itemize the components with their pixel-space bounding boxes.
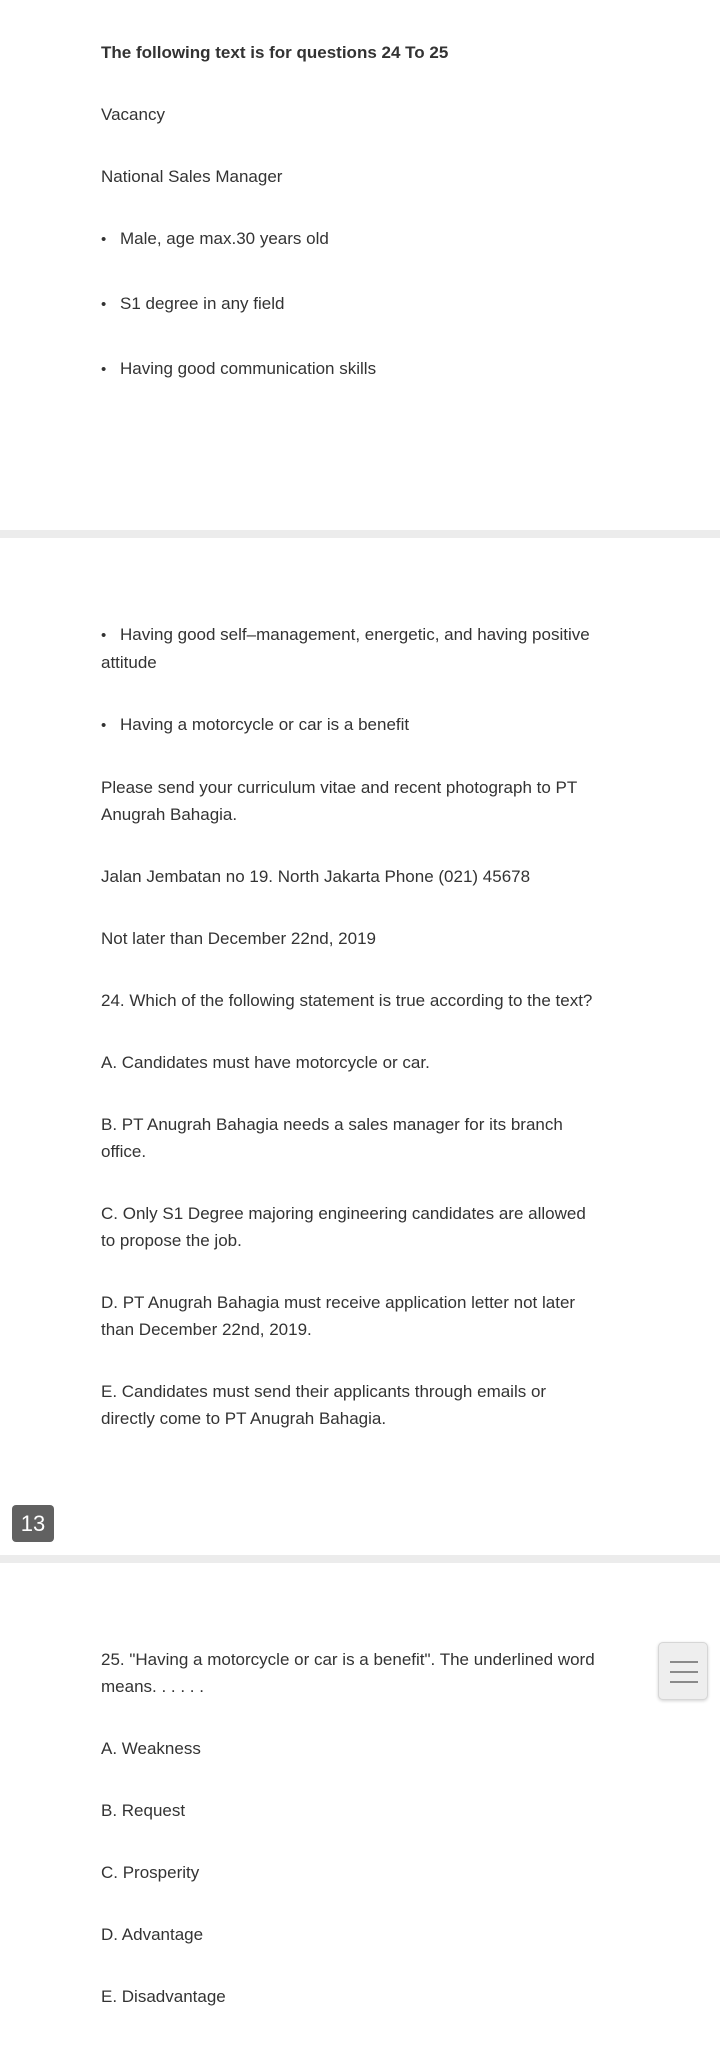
position-title: National Sales Manager: [101, 167, 283, 186]
page-separator: [0, 530, 720, 538]
bullet-icon: •: [101, 361, 107, 378]
requirement-text: Male, age max.30 years old: [120, 229, 329, 248]
requirement-bullet: [101, 225, 601, 253]
menu-bar: [670, 1681, 698, 1683]
question-25: 25. "Having a motorcycle or car is a benefit". The underlined word means. . . . . .: [101, 1650, 595, 1696]
requirement-bullet: [101, 711, 601, 739]
page-1-content: [101, 39, 601, 418]
answer-option: A. Candidates must have motorcycle or car.: [101, 1053, 430, 1072]
vacancy-label: Vacancy: [101, 105, 165, 124]
company-address: Jalan Jembatan no 19. North Jakarta Phone (021) 45678: [101, 867, 531, 886]
document-page-1: [0, 0, 720, 530]
answer-option: E. Candidates must send their applicants through emails or directly come to PT Anugrah Bahagia.: [101, 1382, 547, 1428]
bullet-icon: •: [101, 231, 107, 248]
page-number-badge: 13: [12, 1505, 54, 1542]
document-page-2: [0, 538, 720, 1555]
answer-option: B. PT Anugrah Bahagia needs a sales manager for its branch office.: [101, 1115, 563, 1161]
answer-option: A. Weakness: [101, 1739, 201, 1758]
page-separator: [0, 1555, 720, 1563]
hamburger-menu-icon[interactable]: [658, 1642, 708, 1700]
bullet-icon: •: [101, 296, 107, 313]
answer-option: C. Prosperity: [101, 1863, 200, 1882]
requirement-bullet: [101, 290, 601, 318]
question-24: 24. Which of the following statement is true according to the text?: [101, 991, 593, 1010]
menu-bar: [670, 1661, 698, 1663]
answer-option: E. Disadvantage: [101, 1987, 226, 2006]
menu-bar: [670, 1671, 698, 1673]
page-2-content: [101, 621, 601, 1467]
requirement-text: Having good communication skills: [120, 359, 377, 378]
requirement-bullet: [101, 621, 601, 676]
requirement-text: Having a motorcycle or car is a benefit: [120, 715, 410, 734]
answer-option: D. PT Anugrah Bahagia must receive application letter not later than December 22nd, 2019.: [101, 1293, 576, 1339]
requirement-text: Having good self–management, energetic, and having positive attitude: [101, 625, 590, 672]
answer-option: C. Only S1 Degree majoring engineering candidates are allowed to propose the job.: [101, 1204, 586, 1250]
bullet-icon: •: [101, 717, 107, 734]
requirement-text: S1 degree in any field: [120, 294, 285, 313]
application-deadline: Not later than December 22nd, 2019: [101, 929, 377, 948]
application-instruction: Please send your curriculum vitae and recent photograph to PT Anugrah Bahagia.: [101, 778, 577, 824]
requirement-bullet: [101, 355, 601, 383]
document-page-3: [0, 1563, 720, 2031]
answer-option: D. Advantage: [101, 1925, 204, 1944]
answer-option: B. Request: [101, 1801, 186, 1820]
bullet-icon: •: [101, 627, 107, 644]
page-3-content: [101, 1646, 601, 2045]
passage-heading: The following text is for questions 24 To 25: [101, 43, 449, 62]
